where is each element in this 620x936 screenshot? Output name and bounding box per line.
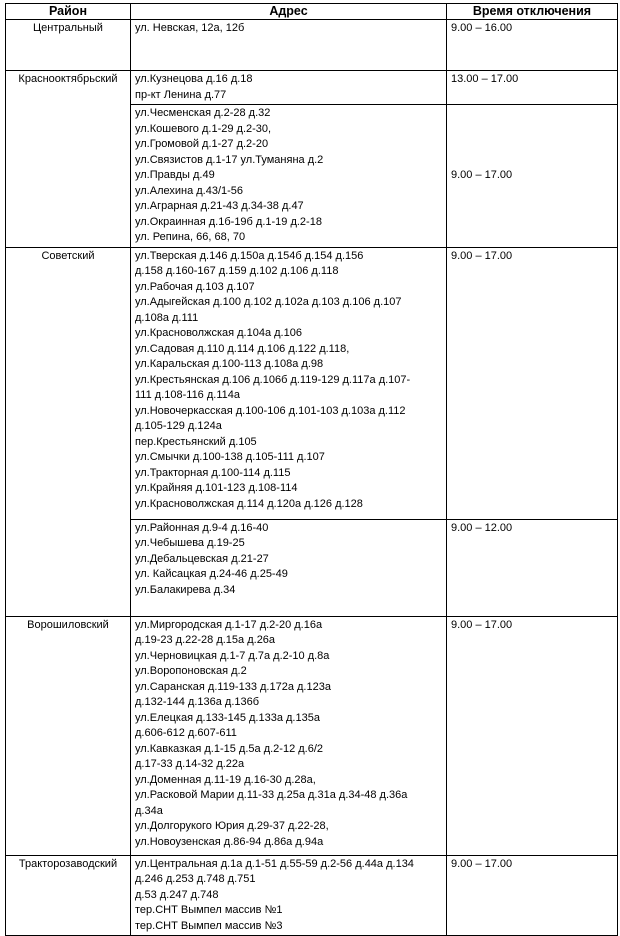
address-line: ул. Невская, 12а, 12б xyxy=(135,22,245,34)
address-line: ул.Тверская д.146 д.150а д.154б д.154 д.156 xyxy=(135,249,364,262)
address-line: д.132-144 д.136а д.136б xyxy=(135,696,260,708)
time-cell: 9.00 – 17.00 xyxy=(447,616,618,855)
address-line: ул.Кузнецова д.16 д.18 xyxy=(135,73,253,85)
address-line: ул.Дебальцевская д.21-27 xyxy=(135,552,269,565)
address-line: ул.Воропоновская д.2 xyxy=(135,665,247,677)
address-line: пр-кт Ленина д.77 xyxy=(135,88,227,101)
address-cell xyxy=(131,616,447,855)
time-cell: 9.00 – 16.00 xyxy=(447,20,618,71)
address-line: д.108а д.111 xyxy=(135,311,199,324)
table-row xyxy=(6,20,618,71)
address-line: д.246 д.253 д.748 д.751 xyxy=(135,873,256,885)
address-line: ул.Крайняя д.101-123 д.108-114 xyxy=(135,482,298,494)
table-row xyxy=(6,71,618,105)
address-line: д.606-612 д.607-611 xyxy=(135,727,237,739)
address-line: ул.Смычки д.100-138 д.105-111 д.107 xyxy=(135,451,325,463)
header-address: Адрес xyxy=(131,4,447,20)
district-cell: Центральный xyxy=(6,20,131,71)
outage-table xyxy=(5,3,618,936)
address-line: ул.Каральская д.100-113 д.108а д.98 xyxy=(135,358,324,370)
address-cell xyxy=(131,519,447,616)
address-line: д.105-129 д.124а xyxy=(135,420,222,432)
time-cell: 13.00 – 17.00 xyxy=(447,71,618,105)
address-line: ул.Кавказкая д.1-15 д.5а д.2-12 д.6/2 xyxy=(135,742,324,755)
address-line: ул.Красноволжская д.114 д.120а д.126 д.128 xyxy=(135,497,363,510)
address-line: ул.Елецкая д.133-145 д.133а д.135а xyxy=(135,711,320,724)
address-line: ул.Расковой Марии д.11-33 д.25а д.31а д.34-48 д.36а xyxy=(135,789,408,801)
address-line: ул.Черновицкая д.1-7 д.7а д.2-10 д.8а xyxy=(135,649,330,662)
time-cell: 9.00 – 17.00 xyxy=(447,105,618,248)
address-line: ул.Миргородская д.1-17 д.2-20 д.16а xyxy=(135,618,323,631)
address-line: тер.СНТ Вымпел массив №3 xyxy=(135,919,283,932)
address-line: д.34а xyxy=(135,804,163,817)
address-line: тер.СНТ Вымпел массив №1 xyxy=(135,904,283,916)
address-line: ул.Красноволжская д.104а д.106 xyxy=(135,327,302,339)
district-cell: Тракторозаводский xyxy=(6,855,131,936)
address-cell xyxy=(131,105,447,248)
address-cell xyxy=(131,20,447,71)
address-line: ул.Правды д.49 xyxy=(135,169,215,181)
address-line: д.158 д.160-167 д.159 д.102 д.106 д.118 xyxy=(135,265,339,277)
table-row xyxy=(6,247,618,519)
address-line: ул.Адыгейская д.100 д.102 д.102а д.103 д.106 д.107 xyxy=(135,296,402,308)
address-line: ул.Балакирева д.34 xyxy=(135,583,236,596)
district-cell: Советский xyxy=(6,247,131,616)
address-line: ул.Долгорукого Юрия д.29-37 д.22-28, xyxy=(135,820,329,832)
header-row xyxy=(6,4,618,20)
address-line: д.19-23 д.22-28 д.15а д.26а xyxy=(135,634,276,646)
header-time: Время отключения xyxy=(447,4,618,20)
address-cell xyxy=(131,71,447,105)
address-line: ул. Кайсацкая д.24-46 д.25-49 xyxy=(135,568,288,580)
address-line: ул.Кошевого д.1-29 д.2-30, xyxy=(135,122,272,135)
time-cell: 9.00 – 17.00 xyxy=(447,247,618,519)
address-line: ул.Связистов д.1-17 ул.Туманяна д.2 xyxy=(135,153,324,166)
address-line: ул.Центральная д.1а д.1-51 д.55-59 д.2-56 д.44а д.134 xyxy=(135,857,414,870)
address-line: ул.Крестьянская д.106 д.106б д.119-129 д.117а д.107- xyxy=(135,373,411,386)
address-line: ул.Рабочая д.103 д.107 xyxy=(135,280,255,293)
district-cell: Краснооктябрьский xyxy=(6,71,131,248)
time-cell: 9.00 – 17.00 xyxy=(447,855,618,936)
header-district: Район xyxy=(6,4,131,20)
address-line: ул.Саранская д.119-133 д.172а д.123а xyxy=(135,680,331,693)
address-line: ул.Окраинная д.1б-19б д.1-19 д.2-18 xyxy=(135,215,322,228)
address-line: ул.Доменная д.11-19 д.16-30 д.28а, xyxy=(135,773,316,786)
address-line: ул.Тракторная д.100-114 д.115 xyxy=(135,466,291,479)
address-line: ул.Аграрная д.21-43 д.34-38 д.47 xyxy=(135,200,304,212)
address-line: ул.Чесменская д.2-28 д.32 xyxy=(135,107,271,119)
address-line: ул.Садовая д.110 д.114 д.106 д.122 д.118, xyxy=(135,342,350,355)
address-line: ул.Алехина д.43/1-56 xyxy=(135,184,244,197)
address-line: ул.Районная д.9-4 д.16-40 xyxy=(135,521,269,534)
address-line: ул.Чебышева д.19-25 xyxy=(135,537,245,549)
address-line: д.53 д.247 д.748 xyxy=(135,888,219,901)
address-line: ул.Громовой д.1-27 д.2-20 xyxy=(135,138,269,150)
address-line: 111 д.108-116 д.114а xyxy=(135,389,240,401)
address-cell xyxy=(131,247,447,519)
time-cell: 9.00 – 12.00 xyxy=(447,519,618,616)
address-line: ул.Новоузенская д.86-94 д.86а д.94а xyxy=(135,835,324,848)
district-cell: Ворошиловский xyxy=(6,616,131,855)
address-line: д.17-33 д.14-32 д.22а xyxy=(135,758,245,770)
table-row xyxy=(6,616,618,855)
address-line: ул. Репина, 66, 68, 70 xyxy=(135,231,246,243)
address-cell xyxy=(131,855,447,936)
table-row xyxy=(6,855,618,936)
address-line: ул.Новочеркасская д.100-106 д.101-103 д.103а д.112 xyxy=(135,404,406,417)
address-line: пер.Крестьянский д.105 xyxy=(135,435,257,448)
